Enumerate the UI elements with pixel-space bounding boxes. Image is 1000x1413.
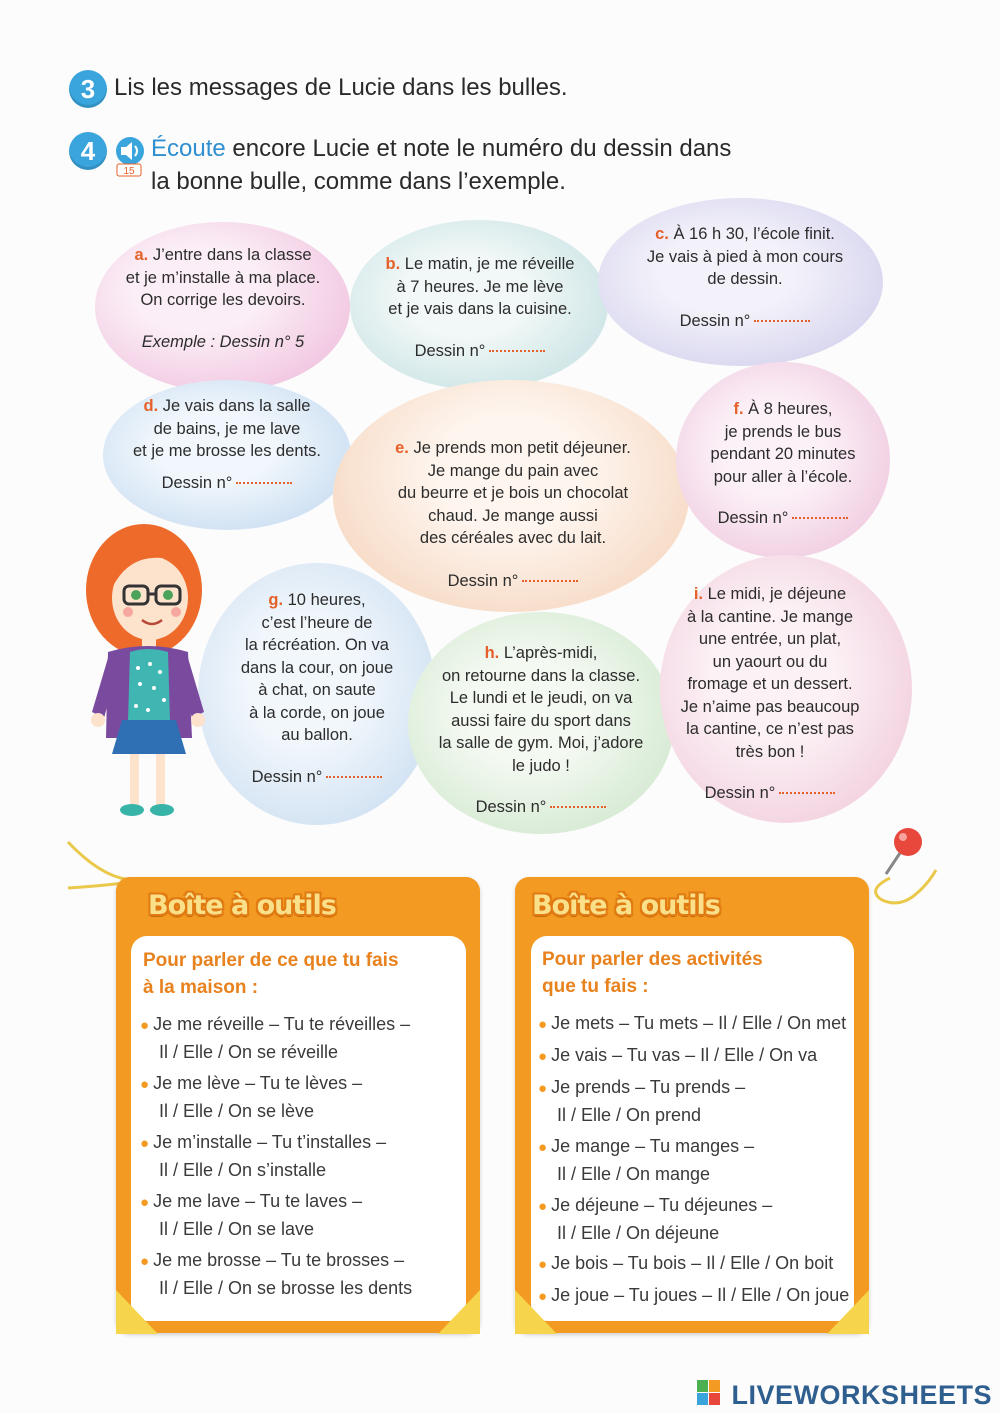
toolbox-home-item-text: Je m’installe – Tu t’installes –: [153, 1132, 387, 1152]
bubble-g-line: la récréation. On va: [245, 636, 389, 654]
bubble-i-line: un yaourt ou du: [712, 652, 828, 671]
instruction-4-highlight: Écoute: [151, 135, 226, 162]
toolbox-activities-item-text: Je vais – Tu vas – Il / Elle / On va: [551, 1045, 818, 1065]
bubble-f-line: je prends le bus: [724, 422, 842, 441]
bullet-icon: ●: [538, 1139, 548, 1156]
bubble-i-answer-label: Dessin n°: [704, 784, 776, 802]
corner-triangle-decoration: [515, 1290, 557, 1334]
bubble-d-answer-field[interactable]: [236, 482, 292, 484]
bubble-b-letter: b.: [385, 255, 401, 273]
bubble-h-line: L’après-midi,: [499, 644, 598, 662]
bubble-i-line: la cantine, ce n’est pas: [686, 720, 854, 738]
toolbox-activities-heading: [542, 946, 763, 1000]
bubble-g-line: dans la cour, on joue: [240, 658, 394, 677]
bubble-e-answer-field[interactable]: [522, 580, 578, 582]
bubble-h-line: Le lundi et le jeudi, on va: [449, 689, 633, 707]
bullet-icon: ●: [538, 1198, 548, 1215]
toolbox-home-item: [140, 1070, 362, 1125]
bubble-h-answer-label: Dessin n°: [475, 798, 547, 816]
bubble-e-line: Je mange du pain avec: [427, 461, 599, 480]
bubble-g: [210, 589, 424, 788]
bullet-icon: ●: [140, 1194, 150, 1211]
bubble-g-line: 10 heures,: [283, 591, 366, 609]
liveworksheets-logo-icon: [697, 1380, 721, 1406]
bubble-i-answer-field[interactable]: [779, 792, 835, 794]
instruction-3: Lis les messages de Lucie dans les bulles.: [114, 74, 568, 101]
bullet-icon: ●: [140, 1076, 150, 1093]
bubble-i-line: très bon !: [735, 742, 805, 761]
bubble-d-answer-label: Dessin n°: [161, 473, 233, 492]
bubble-f: [688, 398, 878, 530]
bubble-c-line: Je vais à pied à mon cours: [646, 247, 844, 266]
toolbox-home-heading-line: à la maison :: [143, 977, 259, 998]
toolbox-home-item: [140, 1188, 362, 1243]
bubble-c: [625, 223, 865, 332]
bubble-i-line: Le midi, je déjeune: [703, 585, 847, 603]
bullet-icon: ●: [140, 1135, 150, 1152]
bubble-h-line: aussi faire du sport dans: [451, 711, 631, 730]
bubble-i-line: Je n’aime pas beaucoup: [680, 697, 860, 716]
bubble-a-letter: a.: [134, 246, 149, 264]
bubble-b-line: et je vais dans la cuisine.: [388, 300, 572, 318]
bubble-d-line: Je vais dans la salle: [158, 397, 311, 415]
bubble-b-line: à 7 heures. Je me lève: [396, 277, 564, 296]
bubble-e: [368, 437, 658, 592]
bullet-icon: ●: [538, 1256, 548, 1273]
bubble-h-line: le judo !: [512, 756, 570, 775]
bubble-f-line: pendant 20 minutes: [710, 445, 856, 463]
bubble-e-line: du beurre et je bois un chocolat: [397, 484, 629, 502]
toolbox-activities-item-text: Je déjeune – Tu déjeunes –: [551, 1195, 773, 1215]
toolbox-activities-item: [538, 1250, 833, 1278]
bubble-e-line: des céréales avec du lait.: [419, 529, 607, 547]
bubble-g-line: au ballon.: [281, 726, 353, 744]
toolbox-home-title: Boîte à outils: [148, 890, 336, 921]
brand-logo: LIVEWORKSHEETS: [731, 1380, 992, 1410]
bubble-g-line: à la corde, on joue: [249, 703, 385, 722]
bubble-a-line: et je m’installe à ma place.: [125, 268, 321, 287]
bubble-i: [670, 583, 870, 805]
toolbox-activities-item-text: Je prends – Tu prends –: [551, 1077, 746, 1097]
toolbox-home-item: [140, 1129, 386, 1184]
bubble-c-letter: c.: [655, 225, 669, 243]
bubble-f-line: À 8 heures,: [743, 400, 833, 418]
bubble-d-letter: d.: [143, 397, 159, 415]
toolbox-activities-item: [538, 1282, 849, 1310]
lucie-illustration: [78, 512, 213, 827]
bubble-i-line: une entrée, un plat,: [698, 630, 842, 648]
toolbox-home-item-text: Il / Elle / On se brosse les dents: [159, 1278, 413, 1298]
instruction-4-line2: la bonne bulle, comme dans l’exemple.: [151, 168, 566, 195]
bubble-h-letter: h.: [484, 644, 500, 662]
toolbox-home-item-text: Je me lève – Tu te lèves –: [153, 1073, 363, 1093]
bullet-icon: ●: [538, 1016, 548, 1033]
toolbox-home-item-text: Il / Elle / On se lave: [159, 1219, 315, 1239]
toolbox-home-item: [140, 1011, 410, 1066]
bubble-i-letter: i.: [693, 585, 704, 603]
bubble-c-line: À 16 h 30, l’école finit.: [668, 225, 835, 243]
bullet-icon: ●: [140, 1017, 150, 1034]
bubble-e-letter: e.: [395, 439, 409, 457]
bubble-b: [365, 253, 595, 362]
toolbox-activities-item: [538, 1042, 817, 1070]
toolbox-activities-item: [538, 1192, 772, 1247]
toolbox-home-heading: [143, 947, 399, 1001]
instruction-4: [151, 132, 731, 198]
audio-track-number: 15: [123, 166, 135, 177]
toolbox-home-item-text: Je me lave – Tu te laves –: [153, 1191, 363, 1211]
bubble-g-line: à chat, on saute: [258, 681, 376, 699]
bubble-g-answer-field[interactable]: [326, 776, 382, 778]
toolbox-activities-item: [538, 1010, 846, 1038]
step-4-badge: 4: [69, 132, 107, 170]
bubble-e-answer-label: Dessin n°: [447, 571, 519, 590]
toolbox-activities-heading-line: que tu fais :: [542, 976, 649, 997]
bubble-i-line: fromage et un dessert.: [687, 675, 853, 693]
toolbox-home-item-text: Il / Elle / On se lève: [159, 1101, 315, 1121]
bubble-f-line: pour aller à l’école.: [713, 467, 853, 486]
bubble-d: [113, 395, 341, 494]
toolbox-activities-title: Boîte à outils: [532, 890, 720, 921]
bubble-i-line: à la cantine. Je mange: [686, 607, 854, 626]
bubble-b-line: Le matin, je me réveille: [400, 255, 575, 273]
bullet-icon: ●: [538, 1288, 548, 1305]
toolbox-activities-item-text: Je bois – Tu bois – Il / Elle / On boit: [551, 1253, 834, 1273]
bubble-g-answer-label: Dessin n°: [251, 767, 323, 786]
audio-icon[interactable]: [113, 135, 147, 177]
toolbox-activities-item-text: Je joue – Tu joues – Il / Elle / On joue: [551, 1285, 850, 1305]
bullet-icon: ●: [538, 1080, 548, 1097]
corner-triangle-decoration: [116, 1290, 158, 1334]
bubble-c-answer-label: Dessin n°: [679, 311, 751, 330]
bubble-g-letter: g.: [268, 591, 284, 609]
bullet-icon: ●: [538, 1048, 548, 1065]
toolbox-home-item-text: Il / Elle / On s’installe: [159, 1160, 327, 1180]
bubble-g-line: c’est l’heure de: [261, 613, 373, 632]
toolbox-activities-item-text: Il / Elle / On déjeune: [557, 1223, 720, 1243]
toolbox-activities-heading-line: Pour parler des activités: [542, 949, 763, 970]
toolbox-activities-item-text: Il / Elle / On mange: [557, 1164, 711, 1184]
bubble-h-line: la salle de gym. Moi, j’adore: [438, 734, 644, 752]
toolbox-home-item-text: Je me brosse – Tu te brosses –: [153, 1250, 405, 1270]
bubble-a: [110, 244, 336, 353]
bubble-f-answer-field[interactable]: [792, 517, 848, 519]
bubble-d-line: et je me brosse les dents.: [132, 442, 321, 460]
toolbox-activities-item-text: Je mange – Tu manges –: [551, 1136, 755, 1156]
bubble-d-line: de bains, je me lave: [153, 419, 301, 438]
toolbox-home-item-text: Il / Elle / On se réveille: [159, 1042, 339, 1062]
toolbox-home-heading-line: Pour parler de ce que tu fais: [143, 950, 399, 971]
bubble-h-answer-field[interactable]: [550, 806, 606, 808]
toolbox-home-item: [140, 1247, 412, 1302]
toolbox-activities-item-text: Il / Elle / On prend: [557, 1105, 702, 1125]
bullet-icon: ●: [140, 1253, 150, 1270]
toolbox-home-item-text: Je me réveille – Tu te réveilles –: [153, 1014, 411, 1034]
bubble-c-answer-field[interactable]: [754, 320, 810, 322]
bubble-e-line: chaud. Je mange aussi: [428, 506, 598, 525]
bubble-e-line: Je prends mon petit déjeuner.: [408, 439, 631, 457]
instruction-4-line1: encore Lucie et note le numéro du dessin dans: [225, 135, 732, 162]
bubble-a-line: On corrige les devoirs.: [140, 291, 306, 309]
corner-triangle-decoration: [438, 1290, 480, 1334]
bubble-a-line: J’entre dans la classe: [148, 246, 312, 264]
bubble-a-example: Exemple : Dessin n° 5: [141, 332, 305, 351]
corner-triangle-decoration: [827, 1290, 869, 1334]
bubble-b-answer-label: Dessin n°: [414, 341, 486, 360]
bubble-h: [420, 642, 662, 819]
bubble-b-answer-field[interactable]: [489, 350, 545, 352]
bubble-f-answer-label: Dessin n°: [717, 509, 789, 527]
step-3-badge: 3: [69, 70, 107, 108]
toolbox-activities-item: [538, 1074, 745, 1129]
toolbox-activities-item-text: Je mets – Tu mets – Il / Elle / On met: [551, 1013, 847, 1033]
bubble-c-line: de dessin.: [707, 270, 783, 288]
toolbox-activities-item: [538, 1133, 754, 1188]
bubble-f-letter: f.: [733, 400, 744, 418]
bubble-h-line: on retourne dans la classe.: [441, 666, 641, 685]
